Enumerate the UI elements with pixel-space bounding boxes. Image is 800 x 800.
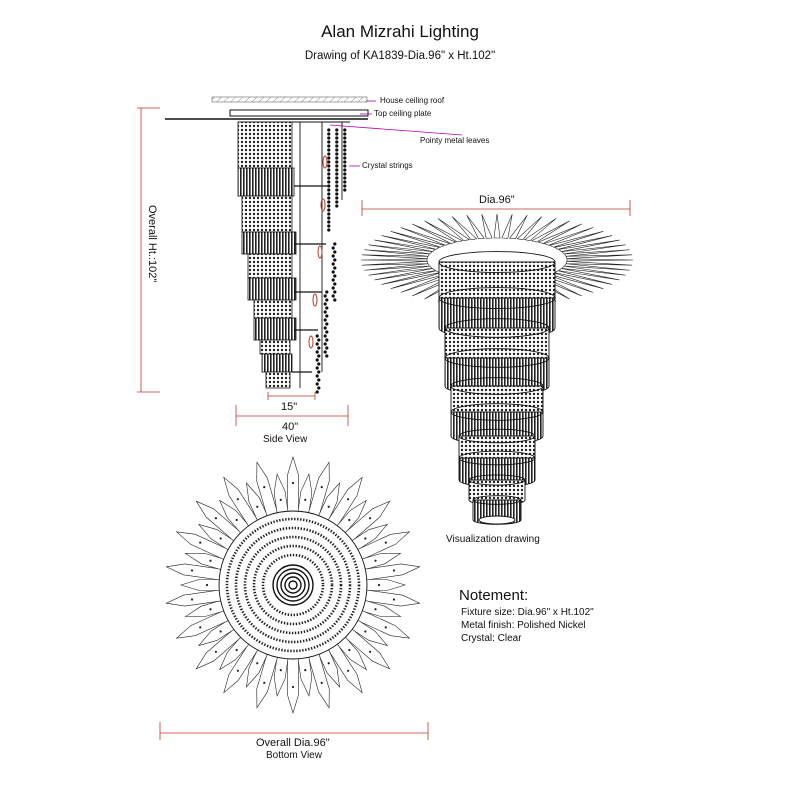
crystal-bead: [335, 164, 338, 167]
ceiling-roof: [212, 97, 367, 102]
crystal-bead: [343, 140, 346, 143]
height-label: Overall Ht.:102": [146, 205, 158, 283]
metal-leaf: [365, 580, 405, 591]
crystal-bead: [317, 354, 320, 357]
leaf-rivet: [280, 669, 282, 671]
crystal-bead: [343, 180, 346, 183]
crystal-bead: [327, 204, 330, 207]
metal-leaf: [567, 259, 633, 261]
crystal-bead: [333, 258, 336, 261]
side-tier: [254, 318, 296, 340]
crystal-bead: [327, 148, 330, 151]
crystal-bead: [324, 350, 327, 353]
leaf-rivet: [385, 626, 387, 628]
crystal-bead: [316, 390, 319, 393]
page-title: Alan Mizrahi Lighting: [321, 22, 479, 41]
crystal-bead: [343, 156, 346, 159]
leaf-rivet: [209, 608, 211, 610]
crystal-bead: [333, 266, 336, 269]
visualization-drawing: [361, 200, 633, 524]
crystal-bead: [327, 156, 330, 159]
leaf-rivet: [348, 519, 350, 521]
crystal-bead: [317, 378, 320, 381]
metal-leaf: [181, 580, 221, 591]
crystal-bead: [325, 306, 328, 309]
crystal-bead: [333, 282, 336, 285]
crystal-bead: [327, 208, 330, 211]
crystal-bead: [335, 184, 338, 187]
crystal-bead: [333, 242, 336, 245]
metal-leaf: [361, 259, 427, 261]
crystal-bead: [343, 188, 346, 191]
visualization-tiers: [439, 252, 555, 525]
crystal-bead: [335, 160, 338, 163]
crystal-bead: [332, 270, 335, 273]
drawing-subtitle: Drawing of KA1839-Dia.96" x Ht.102": [304, 50, 496, 62]
metal-leaf: [288, 657, 299, 713]
leaf-rivet: [321, 486, 323, 488]
leaf-rivet: [347, 670, 349, 672]
metal-leaf: [502, 214, 512, 238]
leaf-rivet: [215, 517, 217, 519]
crystal-bead: [325, 298, 328, 301]
crystal-bead: [343, 160, 346, 163]
crystal-bead: [327, 140, 330, 143]
leaf-rivet: [280, 499, 282, 501]
side-tier: [238, 122, 292, 168]
side-tier: [254, 300, 292, 318]
crystal-bead: [327, 220, 330, 223]
leaf-rivet: [347, 498, 349, 500]
crystal-bead: [324, 334, 327, 337]
leaf-rivet: [292, 482, 294, 484]
crystal-bead: [327, 172, 330, 175]
crystal-bead: [316, 366, 319, 369]
leaf-rivet: [304, 499, 306, 501]
leaf-rivet: [328, 506, 330, 508]
leaf-rivet: [199, 626, 201, 628]
leaf-rivet: [364, 537, 366, 539]
metal-leaf: [298, 655, 312, 695]
crystal-bead: [332, 254, 335, 257]
crystal-bead: [335, 148, 338, 151]
leaf-rivet: [256, 662, 258, 664]
leaf-rivet: [237, 498, 239, 500]
note-metal-finish: Metal finish: Polished Nickel: [461, 620, 586, 631]
bottom-view-caption: Bottom View: [266, 750, 322, 761]
crystal-bead: [335, 156, 338, 159]
crystal-bead: [316, 342, 319, 345]
crystal-bead: [325, 354, 328, 357]
leaf-rivet: [378, 584, 380, 586]
side-view-drawing: [137, 97, 462, 426]
crystal-bead: [327, 188, 330, 191]
crystal-bead: [325, 330, 328, 333]
outer-ring: [219, 511, 367, 659]
leaf-rivet: [328, 662, 330, 664]
crystal-bead: [324, 310, 327, 313]
leaf-rivet: [263, 682, 265, 684]
crystal-bead: [316, 334, 319, 337]
side-tier: [248, 278, 296, 300]
crystal-bead: [343, 172, 346, 175]
crystal-bead: [317, 370, 320, 373]
crystal-bead: [335, 172, 338, 175]
bottom-view-drawing: [160, 457, 428, 740]
crystal-bead: [316, 358, 319, 361]
crystal-bead: [343, 148, 346, 151]
leaf-rivet: [215, 651, 217, 653]
crystal-bead: [327, 196, 330, 199]
crystal-bead: [327, 228, 330, 231]
crystal-bead: [335, 140, 338, 143]
crystal-bead: [324, 294, 327, 297]
crystal-bead: [325, 314, 328, 317]
side-view-caption: Side View: [263, 434, 308, 445]
visualization-caption: Visualization drawing: [446, 534, 540, 545]
leaf-rivet: [393, 598, 395, 600]
crystal-bead: [325, 322, 328, 325]
crystal-bead: [327, 160, 330, 163]
crystal-bead: [343, 176, 346, 179]
crystal-bead: [335, 188, 338, 191]
side-tier: [262, 354, 292, 372]
viz-diameter-label: Dia.96": [479, 194, 515, 206]
leaf-rivet: [236, 649, 238, 651]
crystal-bead: [332, 286, 335, 289]
leaf-rivet: [220, 537, 222, 539]
crystal-bead: [335, 136, 338, 139]
crystal-bead: [327, 176, 330, 179]
leaf-rivet: [256, 506, 258, 508]
leaf-rivet: [374, 560, 376, 562]
crystal-bead: [335, 168, 338, 171]
notes-heading: Notement:: [459, 587, 529, 604]
crystal-bead: [343, 128, 346, 131]
crystal-bead: [333, 298, 336, 301]
crystal-bead: [343, 132, 346, 135]
crystal-bead: [327, 216, 330, 219]
crystal-bead: [327, 224, 330, 227]
crystal-bead: [325, 346, 328, 349]
crystal-bead: [316, 350, 319, 353]
crystal-bead: [325, 338, 328, 341]
crystal-bead: [343, 136, 346, 139]
leaf-rivet: [304, 669, 306, 671]
crystal-bead: [335, 144, 338, 147]
crystal-bead: [327, 152, 330, 155]
callout-ceiling-plate: Top ceiling plate: [374, 109, 432, 118]
metal-leaf: [288, 457, 299, 513]
crystal-bead: [332, 278, 335, 281]
crystal-bead: [333, 290, 336, 293]
crystal-bead: [317, 346, 320, 349]
leaf-rivet: [191, 569, 193, 571]
inner-width-label: 15": [281, 401, 298, 413]
crystal-bead: [324, 318, 327, 321]
crystal-bead: [335, 192, 338, 195]
crystal-bead: [333, 274, 336, 277]
crystal-bead: [316, 382, 319, 385]
crystal-bead: [327, 164, 330, 167]
leaf-rivet: [374, 608, 376, 610]
crystal-bead: [325, 290, 328, 293]
bottom-diameter-label: Overall Dia.96": [256, 737, 330, 749]
leaf-rivet: [369, 651, 371, 653]
side-tier: [242, 232, 296, 254]
crystal-bead: [332, 294, 335, 297]
leaf-rivet: [199, 542, 201, 544]
metal-leaf: [274, 474, 288, 514]
leaf-rivet: [321, 682, 323, 684]
crystal-bead: [335, 152, 338, 155]
leaf-rivet: [206, 584, 208, 586]
callout-metal-leaves: Pointy metal leaves: [420, 136, 490, 145]
crystal-bead: [327, 168, 330, 171]
crystal-bead: [335, 204, 338, 207]
note-fixture-size: Fixture size: Dia.96" x Ht.102": [461, 607, 594, 618]
crystal-bead: [327, 132, 330, 135]
crystal-bead: [327, 136, 330, 139]
callout-crystal-strings: Crystal strings: [362, 161, 413, 170]
crystal-bead: [332, 262, 335, 265]
crystal-bead: [335, 128, 338, 131]
crystal-bead: [317, 338, 320, 341]
crystal-bead: [335, 132, 338, 135]
leaf-rivet: [220, 630, 222, 632]
crystal-bead: [327, 128, 330, 131]
leaf-rivet: [393, 569, 395, 571]
side-tier: [242, 196, 292, 232]
crystal-bead: [327, 200, 330, 203]
leaf-rivet: [191, 598, 193, 600]
crystal-bead: [335, 176, 338, 179]
crystal-bead: [343, 184, 346, 187]
side-tier: [248, 254, 292, 278]
leaf-rivet: [292, 686, 294, 688]
crystal-bead: [327, 212, 330, 215]
crystal-bead: [333, 250, 336, 253]
crystal-bead: [332, 246, 335, 249]
leaf-rivet: [364, 630, 366, 632]
crystal-bead: [335, 200, 338, 203]
crystal-bead: [343, 168, 346, 171]
outer-width-label: 40": [282, 421, 299, 433]
crystal-bead: [316, 374, 319, 377]
leaf-rivet: [237, 670, 239, 672]
crystal-bead: [324, 342, 327, 345]
leaf-rivet: [385, 542, 387, 544]
crystal-bead: [327, 192, 330, 195]
crystal-bead: [343, 144, 346, 147]
ceiling-plate: [230, 110, 368, 116]
crystal-bead: [327, 180, 330, 183]
metal-leaf: [494, 214, 500, 238]
crystal-bead: [324, 302, 327, 305]
crystal-bead: [327, 144, 330, 147]
leaf-rivet: [348, 649, 350, 651]
leaf-rivet: [369, 517, 371, 519]
crystal-bead: [327, 184, 330, 187]
note-crystal: Crystal: Clear: [461, 633, 522, 644]
crystal-bead: [335, 180, 338, 183]
side-tier: [266, 372, 290, 388]
crystal-bead: [324, 326, 327, 329]
metal-leaf: [482, 214, 492, 238]
side-tier: [260, 340, 290, 354]
leaf-rivet: [236, 519, 238, 521]
crystal-bead: [317, 362, 320, 365]
leaf-rivet: [263, 486, 265, 488]
crystal-bead: [343, 152, 346, 155]
side-tier: [238, 168, 294, 196]
bottom-view-rings: [219, 511, 367, 659]
crystal-bead: [335, 196, 338, 199]
callout-ceiling-roof: House ceiling roof: [380, 96, 445, 105]
crystal-bead: [317, 386, 320, 389]
crystal-bead: [343, 164, 346, 167]
viz-bottom-rim: [479, 516, 515, 524]
leaf-rivet: [209, 560, 211, 562]
